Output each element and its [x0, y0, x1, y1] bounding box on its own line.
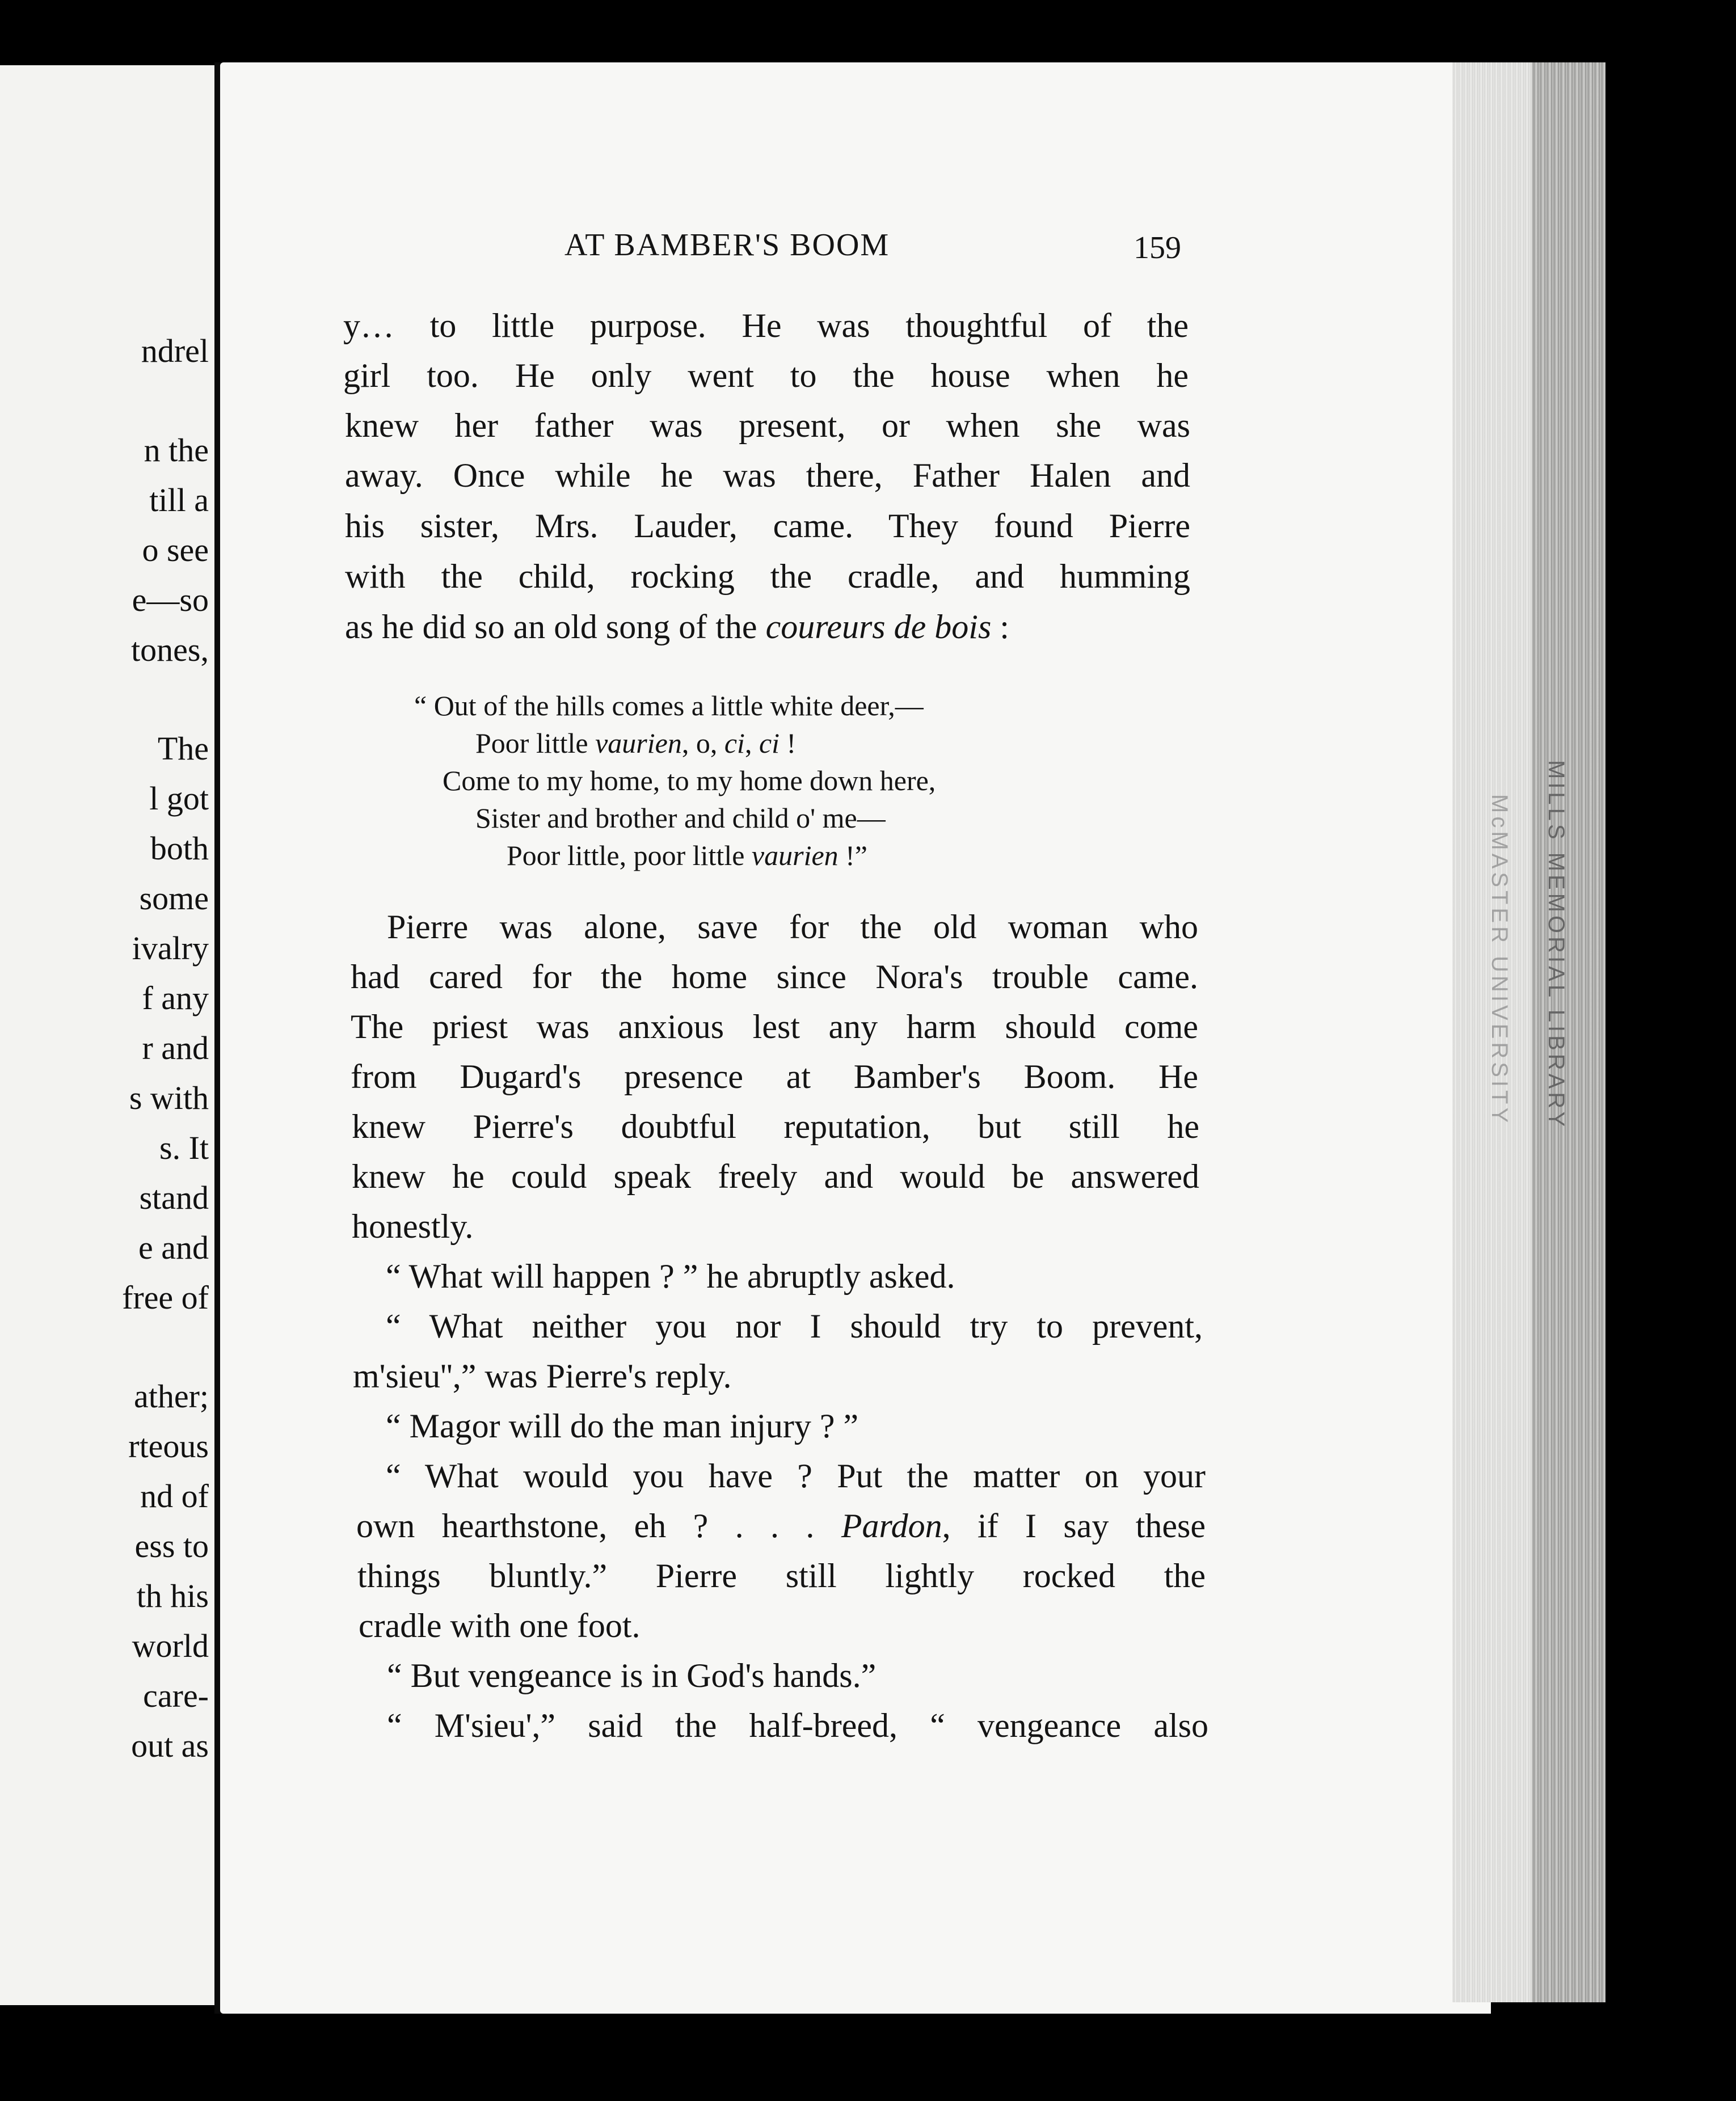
left-page-line: s with — [129, 1079, 209, 1116]
italic-span: coureurs de bois — [765, 608, 992, 646]
text-line: cradle with one foot. — [359, 1607, 641, 1644]
left-page-line: ndrel — [141, 332, 209, 369]
italic-span: Pardon — [841, 1507, 942, 1545]
text-line: “ What would you have ? Put the matter on your — [386, 1457, 1206, 1495]
running-head: AT BAMBER'S BOOM — [564, 227, 890, 263]
left-page-line: world — [132, 1627, 209, 1664]
text-span: ! — [779, 727, 797, 759]
text-line: “ M'sieu',” said the half-breed, “ vengeance also — [387, 1707, 1208, 1744]
text-line: with the child, rocking the cradle, and humming — [345, 558, 1190, 595]
left-page-line: rteous — [128, 1428, 209, 1465]
left-page-line: both — [150, 830, 209, 867]
italic-span: vaurien — [595, 727, 682, 759]
left-page-line: free of — [122, 1279, 209, 1316]
verse-line: “ Out of the hills comes a little white deer,— — [414, 690, 924, 722]
text-line: his sister, Mrs. Lauder, came. They found Pierre — [345, 507, 1190, 545]
left-page-line: ess to — [134, 1528, 209, 1564]
left-page-line: e—so — [132, 581, 209, 618]
text-span: , if I say these — [942, 1507, 1206, 1545]
text-line: “ But vengeance is in God's hands.” — [387, 1657, 877, 1694]
text-line: from Dugard's presence at Bamber's Boom. He — [351, 1058, 1198, 1095]
text-line — [356, 1507, 1206, 1546]
text-line: knew her father was present, or when she was — [345, 407, 1190, 444]
text-line: y… to little purpose. He was thoughtful of the — [343, 307, 1189, 344]
left-page-line: The — [157, 730, 209, 767]
verse-line — [475, 727, 796, 760]
left-page-line: stand — [139, 1179, 209, 1216]
left-page-line: th his — [136, 1577, 209, 1614]
italic-span: vaurien — [751, 839, 838, 871]
text-line: things bluntly.” Pierre still lightly rocked the — [357, 1557, 1206, 1594]
left-page-line: out as — [131, 1727, 209, 1764]
left-page-line: ather; — [133, 1378, 209, 1415]
library-stamp-line2: McMASTER UNIVERSITY — [1487, 794, 1512, 1127]
verse-line — [507, 839, 867, 872]
text-line: “ What neither you nor I should try to prevent, — [386, 1307, 1203, 1345]
left-page-line: some — [139, 880, 209, 917]
left-page-line: n the — [144, 432, 209, 469]
text-line: honestly. — [352, 1208, 474, 1245]
left-page-line: e and — [138, 1229, 209, 1266]
left-page-line: f any — [142, 980, 209, 1016]
text-span: , — [744, 727, 759, 759]
text-span: Poor little — [475, 727, 596, 759]
page-number: 159 — [1134, 230, 1181, 265]
text-line: m'sieu'',” was Pierre's reply. — [353, 1357, 732, 1395]
text-line: knew Pierre's doubtful reputation, but still he — [352, 1108, 1199, 1145]
left-page-line: ivalry — [132, 930, 209, 967]
left-page-line: l got — [149, 780, 209, 817]
text-line — [345, 607, 1009, 647]
left-page-line: nd of — [140, 1478, 209, 1514]
verse-line: Sister and brother and child o' me— — [475, 802, 886, 834]
left-page-line: till a — [149, 482, 209, 518]
text-line: knew he could speak freely and would be answered — [352, 1158, 1199, 1195]
text-span: , o, — [681, 727, 724, 759]
text-span: !” — [838, 839, 867, 871]
text-line: girl too. He only went to the house when he — [343, 357, 1189, 394]
text-line: had cared for the home since Nora's trouble came. — [351, 958, 1198, 995]
library-stamp-line1: MILLS MEMORIAL LIBRARY — [1544, 760, 1569, 1130]
left-page-line: care- — [143, 1677, 209, 1714]
text-span: own hearthstone, eh ? . . . — [356, 1507, 841, 1545]
text-span: Poor little, poor little — [507, 839, 752, 871]
left-page-line: s. It — [159, 1129, 209, 1166]
left-page-line: o see — [142, 531, 209, 568]
left-page-line: tones, — [131, 631, 209, 668]
italic-span: ci — [724, 727, 745, 759]
text-line: away. Once while he was there, Father Halen and — [345, 457, 1190, 494]
italic-span: ci — [759, 727, 780, 759]
text-line: “ Magor will do the man injury ? ” — [386, 1407, 859, 1445]
left-page — [0, 65, 220, 2005]
left-page-line: r and — [142, 1030, 209, 1066]
text-span: as he did so an old song of the — [345, 608, 766, 646]
text-span: : — [991, 608, 1009, 646]
text-line: Pierre was alone, save for the old woman who — [387, 908, 1198, 946]
text-line: The priest was anxious lest any harm should come — [351, 1008, 1198, 1045]
verse-line: Come to my home, to my home down here, — [443, 765, 936, 796]
text-line: “ What will happen ? ” he abruptly asked. — [386, 1258, 955, 1295]
